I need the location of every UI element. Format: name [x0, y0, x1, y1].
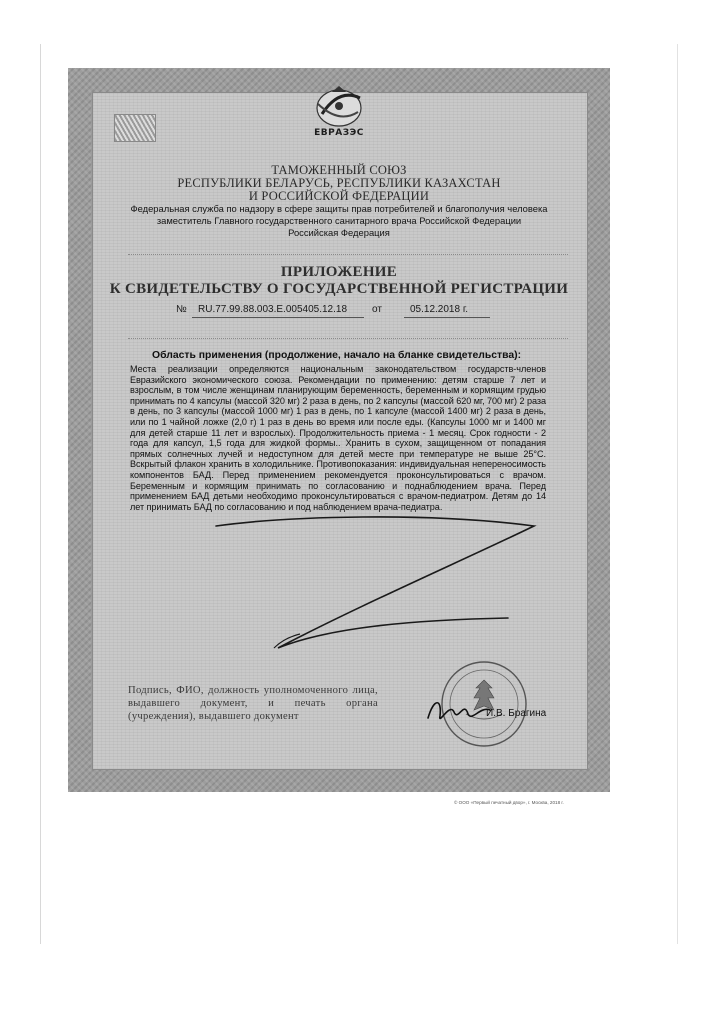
divider-line	[128, 254, 568, 255]
agency-line-1: Федеральная служба по надзору в сфере защиты прав потребителей и благополучия человека	[130, 203, 548, 214]
number-underline	[192, 317, 364, 318]
union-title-line-1: ТАМОЖЕННЫЙ СОЮЗ	[271, 163, 407, 177]
security-pattern-block	[114, 114, 156, 142]
agency-line-3: Российская Федерация	[288, 227, 390, 238]
divider-line	[128, 338, 568, 339]
body-text: Места реализации определяются национальным законодательством государств-членов Евразийского экономического союза. Рекомендации по применению: детям старше 7 лет и взрослым, в том числе женщинам планирующим беременность, беременным и кормящим грудью принимать по 4 капсулы (массой 320 мг) 2 раза в день, по 2 капсулы (массой 620 мг, 700 мг) 2 раза в день, по 3 капсулы (массой 1000 мг) 1 раз в день, по 1 капсуле (массой 1400 мг) 2 раза в день, или по 1 чайной ложке (2,0 г) 1 раз в день во время или после еды. (Капсулы 1000 мг и 1400 мг для детей старше 11 лет и взрослых). Продолжительность приема - 1 месяц. Срок годности - 2 года для капсул, 1,5 года для жидкой формы.. Хранить в сухом, защищенном от попадания прямых солнечных лучей и недоступном для детей месте при температуре не выше 25°С. Вскрытый флакон хранить в холодильнике. Противопоказания: индивидуальная непереносимость компонентов БАД. Перед применением рекомендуется проконсультироваться с врачом. Беременным и кормящим принимать по согласованию и поднаблюдением врача. Перед применением БАД детьми необходимо проконсультироваться с врачом-педиатром. Детям до 14 лет принимать БАД по согласованию и под наблюдением врача-педиатра.	[130, 364, 546, 512]
eurasec-emblem	[302, 84, 376, 144]
union-title-line-2: РЕСПУБЛИКИ БЕЛАРУСЬ, РЕСПУБЛИКИ КАЗАХСТАН	[177, 176, 501, 190]
emblem-abbreviation: ЕВРАЗЭС	[314, 128, 364, 138]
signature-field-label: Подпись, ФИО, должность уполномоченного лица, выдавшего документ, и печать органа (учреждения), выдавшего документ	[128, 685, 378, 722]
registration-date: 05.12.2018 г.	[410, 304, 469, 315]
appendix-title: ПРИЛОЖЕНИЕ	[280, 264, 398, 280]
certificate-page	[68, 68, 610, 792]
registration-row	[176, 304, 496, 318]
agency-line-2: заместитель Главного государственного санитарного врача Российской Федерации	[156, 215, 522, 226]
globe-emblem-icon	[302, 84, 376, 130]
registration-date-label: от	[372, 304, 382, 315]
signer-name: И.В. Брагина	[486, 708, 547, 719]
registration-number: RU.77.99.88.003.E.005405.12.18	[198, 304, 348, 315]
signature-scrawl	[208, 508, 538, 658]
handwritten-signature	[424, 692, 494, 732]
registration-number-label: №	[176, 304, 187, 315]
section-heading: Область применения (продолжение, начало на бланке свидетельства):	[152, 350, 522, 361]
date-underline	[404, 317, 490, 318]
appendix-subtitle: К СВИДЕТЕЛЬСТВУ О ГОСУДАРСТВЕННОЙ РЕГИСТРАЦИИ	[109, 281, 569, 297]
printer-copyright: © ООО «Первый печатный двор», г. Москва, 2018 г.	[454, 800, 564, 805]
union-title-line-3: И РОССИЙСКОЙ ФЕДЕРАЦИИ	[248, 189, 430, 203]
